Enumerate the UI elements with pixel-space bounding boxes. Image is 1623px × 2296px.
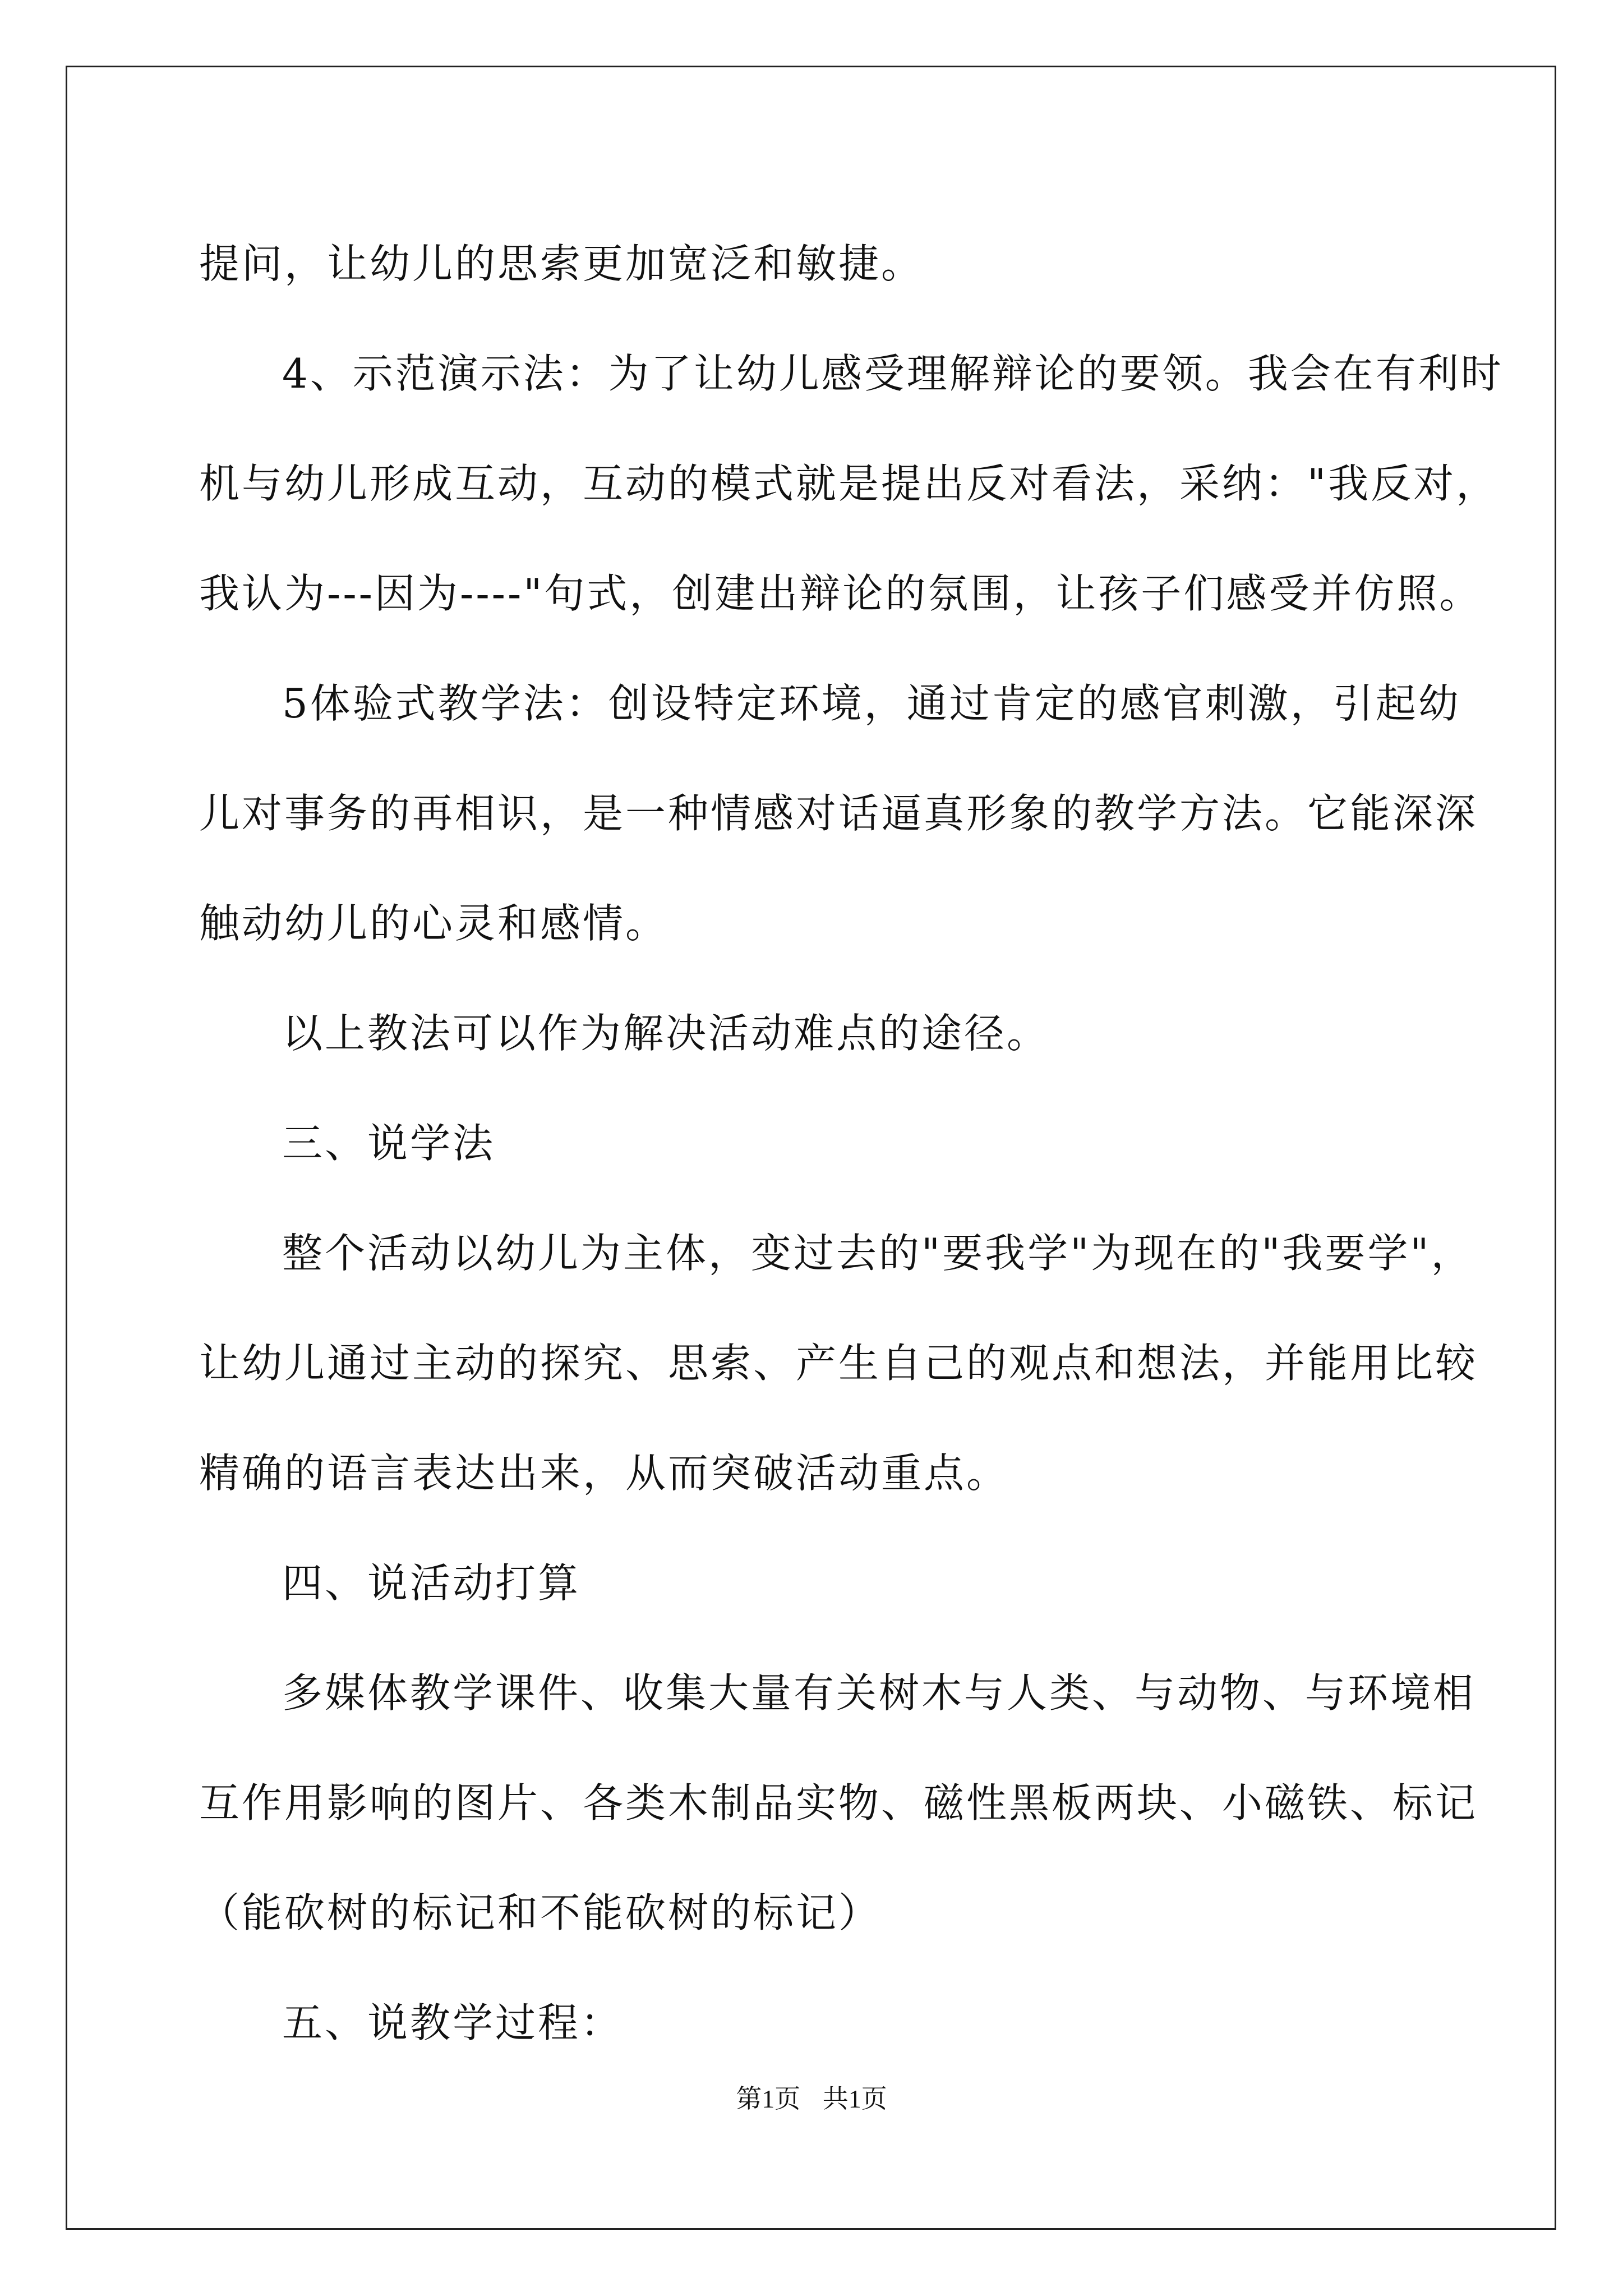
text-line: 多媒体教学课件、收集大量有关树木与人类、与动物、与环境相 [282, 1669, 1476, 1717]
page-number: 第1页 [736, 2085, 801, 2113]
text-line: 我认为---因为----"句式，创建出辩论的氛围，让孩子们感受并仿照。 [199, 570, 1482, 617]
text-line: 整个活动以幼儿为主体，变过去的"要我学"为现在的"我要学"， [282, 1230, 1474, 1277]
text-line: 以上教法可以作为解决活动难点的途径。 [282, 1010, 1050, 1057]
section-heading: 三、说学法 [282, 1120, 496, 1167]
text-line: 互作用影响的图片、各类木制品实物、磁性黑板两块、小磁铁、标记 [199, 1779, 1478, 1826]
page-total: 共1页 [822, 2085, 887, 2113]
text-line: 提问，让幼儿的思索更加宽泛和敏捷。 [199, 240, 924, 287]
text-line: （能砍树的标记和不能砍树的标记） [199, 1889, 882, 1936]
text-line: 精确的语言表达出来，从而突破活动重点。 [199, 1450, 1009, 1497]
text-line: 机与幼儿形成互动，互动的模式就是提出反对看法，采纳："我反对， [199, 460, 1499, 507]
text-line: 5体验式教学法：创设特定环境，通过肯定的感官刺激，引起幼 [282, 680, 1461, 727]
text-line: 触动幼儿的心灵和感情。 [199, 900, 668, 947]
text-line: 让幼儿通过主动的探究、思索、产生自己的观点和想法，并能用比较 [199, 1340, 1478, 1387]
page-footer [0, 2082, 1623, 2116]
section-heading: 四、说活动打算 [282, 1559, 581, 1607]
section-heading: 五、说教学过程： [282, 1999, 624, 2046]
text-line: 4、示范演示法：为了让幼儿感受理解辩论的要领。我会在有利时 [282, 350, 1504, 397]
text-line: 儿对事务的再相识，是一种情感对话逼真形象的教学方法。它能深深 [199, 790, 1478, 837]
document-body [199, 209, 1504, 2078]
